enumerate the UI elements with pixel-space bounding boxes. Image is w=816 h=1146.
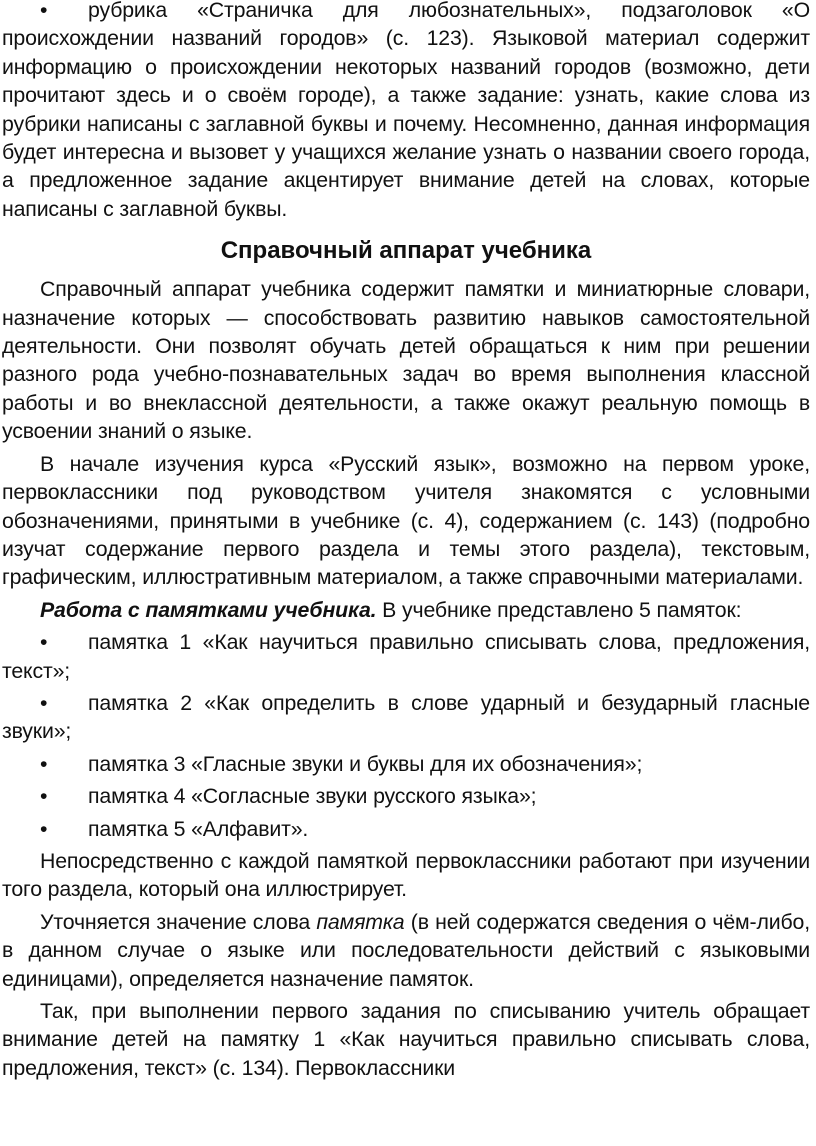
list-item-text: рубрика «Страничка для любознательных», подзаголовок «О происхождении названий городов» (с. 123). Языковой материал содержит информацию о происхождении некоторых названий городов (возможно, дети прочитают здесь и о своём городе), а также задание: узнать, какие слова из рубрики написаны с заглавной буквы и почему. Несомненно, данная информация будет интересна и вызовет у учащихся желание узнать о названии своего города, а предложенное задание акцентирует внимание детей на словах, которые написаны с заглавной буквы. xyxy=(2,0,810,221)
list-item-text: памятка 1 «Как научиться правильно списывать слова, предложения, текст»; xyxy=(2,630,810,683)
list-item-memo-4 xyxy=(2,782,810,810)
definition-before: Уточняется значение слова xyxy=(40,909,317,934)
list-item-memo-2 xyxy=(2,689,810,746)
paragraph-reference-apparatus: Справочный аппарат учебника содержит памятки и миниатюрные словари, назначение которых — способствовать развитию навыков самостоятельной деятельности. Они позволят обучать детей обращаться к ним при решении разного рода учебно-познавательных задач во время выполнения классной работы и во внеклассной деятельности, а также окажут реальную помощь в усвоении знаний о языке. xyxy=(2,277,810,444)
bullet-dot: • xyxy=(40,751,48,776)
bullet-dot: • xyxy=(40,630,48,655)
memo-intro-lead: Работа с памятками учебника. xyxy=(40,597,377,622)
list-item-memo-5 xyxy=(2,815,810,843)
paragraph-memo-intro xyxy=(2,596,810,624)
paragraph-memo-usage: Непосредственно с каждой памяткой первоклассники работают при изучении того раздела, который она иллюстрирует. xyxy=(2,848,810,902)
list-item-rubric xyxy=(2,0,810,223)
list-item-text: памятка 2 «Как определить в слове ударный и безударный гласные звуки»; xyxy=(2,690,810,744)
bullet-dot: • xyxy=(40,0,48,22)
list-item-text: памятка 4 «Согласные звуки русского языка»; xyxy=(88,784,537,809)
bullet-dot: • xyxy=(40,784,48,809)
section-heading: Справочный аппарат учебника xyxy=(220,237,592,265)
memo-intro-rest: В учебнике представлено 5 памяток: xyxy=(376,597,742,622)
definition-after: (в ней содержатся сведения о чём-либо, в данном случае о языке или последовательности действий с языковыми единицами), определяется назначение памяток. xyxy=(2,909,810,991)
list-item-memo-1 xyxy=(2,628,810,685)
list-item-text: памятка 3 «Гласные звуки и буквы для их обозначения»; xyxy=(88,751,643,776)
bullet-dot: • xyxy=(40,690,48,715)
paragraph-memo-definition xyxy=(2,908,810,993)
list-item-memo-3 xyxy=(2,750,810,778)
bullet-dot: • xyxy=(40,816,48,841)
paragraph-first-task: Так, при выполнении первого задания по списыванию учитель обращает внимание детей на памятку 1 «Как научиться правильно списывать слова, предложения, текст» (с. 134). Первоклассники xyxy=(2,999,810,1080)
list-item-text: памятка 5 «Алфавит». xyxy=(88,816,309,841)
paragraph-course-start: В начале изучения курса «Русский язык», возможно на первом уроке, первоклассники под руководством учителя знакомятся с условными обозначениями, принятыми в учебнике (с. 4), содержанием (с. 143) (подробно изучат содержание первого раздела и темы этого раздела), текстовым, графическим, иллюстративным материалом, а также справочными материалами. xyxy=(2,451,810,590)
definition-term: памятка xyxy=(316,909,405,934)
